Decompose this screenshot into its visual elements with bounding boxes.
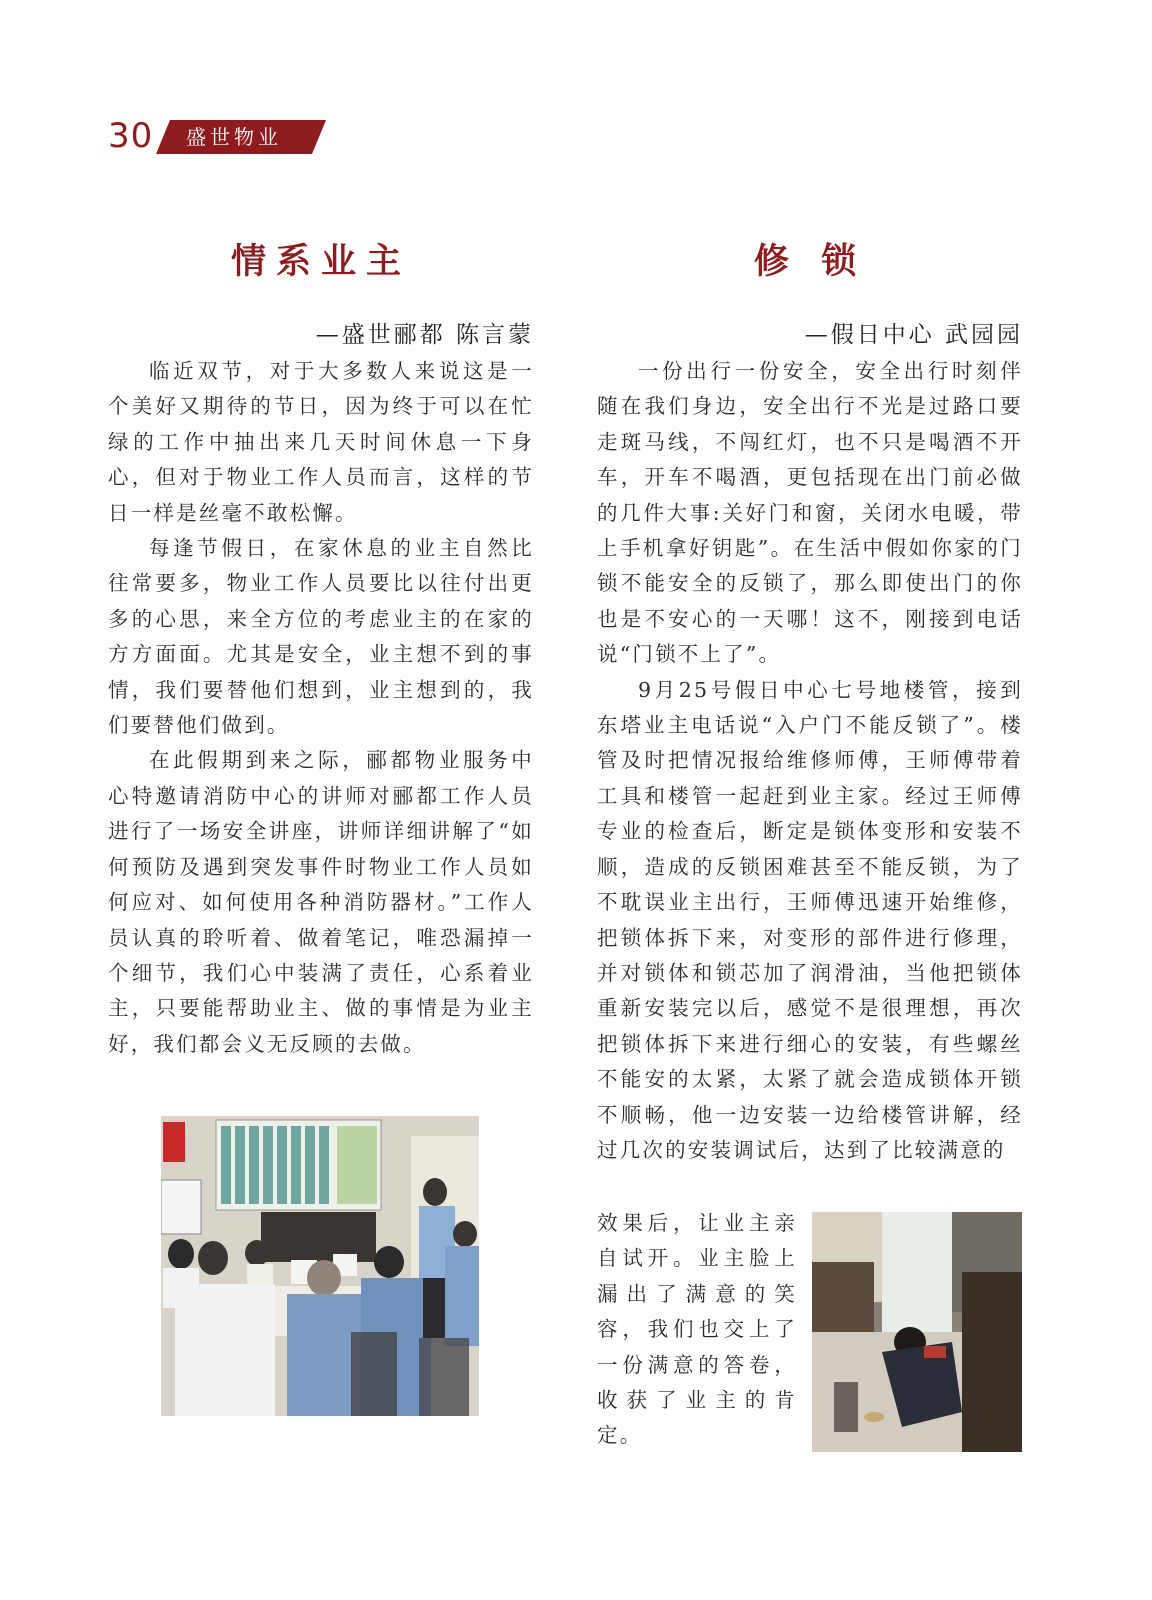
article-byline: —假日中心 武园园 <box>804 322 1023 348</box>
article-title: 情系业主 <box>230 241 411 282</box>
article-paragraph: 每逢节假日，在家休息的业主自然比往常要多，物业工作人员要比以往付出更多的心思，来全方位的考虑业主的在家的方方面面。尤其是安全，业主想不到的事情，我们要替他们想到，业主想到的，我们要替他们做到。 <box>108 536 534 738</box>
lock-repair-photo <box>812 1212 1022 1452</box>
article-paragraph: 临近双节，对于大多数人来说这是一个美好又期待的节日，因为终于可以在忙绿的工作中抽出来几天时间休息一下身心，但对于物业工作人员而言，这样的节日一样是丝毫不敢松懈。 <box>108 359 534 525</box>
article-wrap-text: 效果后，让业主亲自试开。业主脸上漏出了满意的笑容，我们也交上了一份满意的答卷，收获了业主的肯定。 <box>597 1211 797 1448</box>
page-number: 30 <box>108 116 154 156</box>
article-paragraph: 在此假期到来之际，郦都物业服务中心特邀请消防中心的讲师对郦都工作人员进行了一场安全讲座，讲师详细讲解了“如何预防及遇到突发事件时物业工作人员如何应对、如何使用各种消防器材。”工作人员认真的聆听着、做着笔记，唯恐漏掉一个细节，我们心中装满了责任，心系着业主，只要能帮助业主、做的事情是为业主好，我们都会义无反顾的去做。 <box>108 748 534 1056</box>
article-title: 修 锁 <box>753 241 867 282</box>
right-article <box>597 232 1023 1168</box>
left-article <box>108 232 534 1062</box>
section-title: 盛世物业 <box>186 125 282 149</box>
section-banner <box>156 120 326 154</box>
safety-meeting-photo <box>161 1116 479 1416</box>
article-byline: —盛世郦都 陈言蒙 <box>315 322 534 348</box>
article-paragraph: 9月25号假日中心七号地楼管，接到东塔业主电话说“入户门不能反锁了”。楼管及时把情况报给维修师傅，王师傅带着工具和楼管一起赶到业主家。经过王师傅专业的检查后，断定是锁体变形和安装不顺，造成的反锁困难甚至不能反锁，为了不耽误业主出行，王师傅迅速开始维修，把锁体拆下来，对变形的部件进行修理，并对锁体和锁芯加了润滑油，当他把锁体重新安装完以后，感觉不是很理想，再次把锁体拆下来进行细心的安装，有些螺丝不能安的太紧，太紧了就会造成锁体开锁不顺畅，他一边安装一边给楼管讲解，经过几次的安装调试后，达到了比较满意的 <box>597 677 1023 1162</box>
article-paragraph: 一份出行一份安全，安全出行时刻伴随在我们身边，安全出行不光是过路口要走斑马线，不闯红灯，也不只是喝酒不开车，开车不喝酒，更包括现在出门前必做的几件大事:关好门和窗，关闭水电暖，带上手机拿好钥匙”。在生活中假如你家的门锁不能安全的反锁了，那么即使出门的你也是不安心的一天哪！这不，刚接到电话说“门锁不上了”。 <box>597 359 1023 667</box>
